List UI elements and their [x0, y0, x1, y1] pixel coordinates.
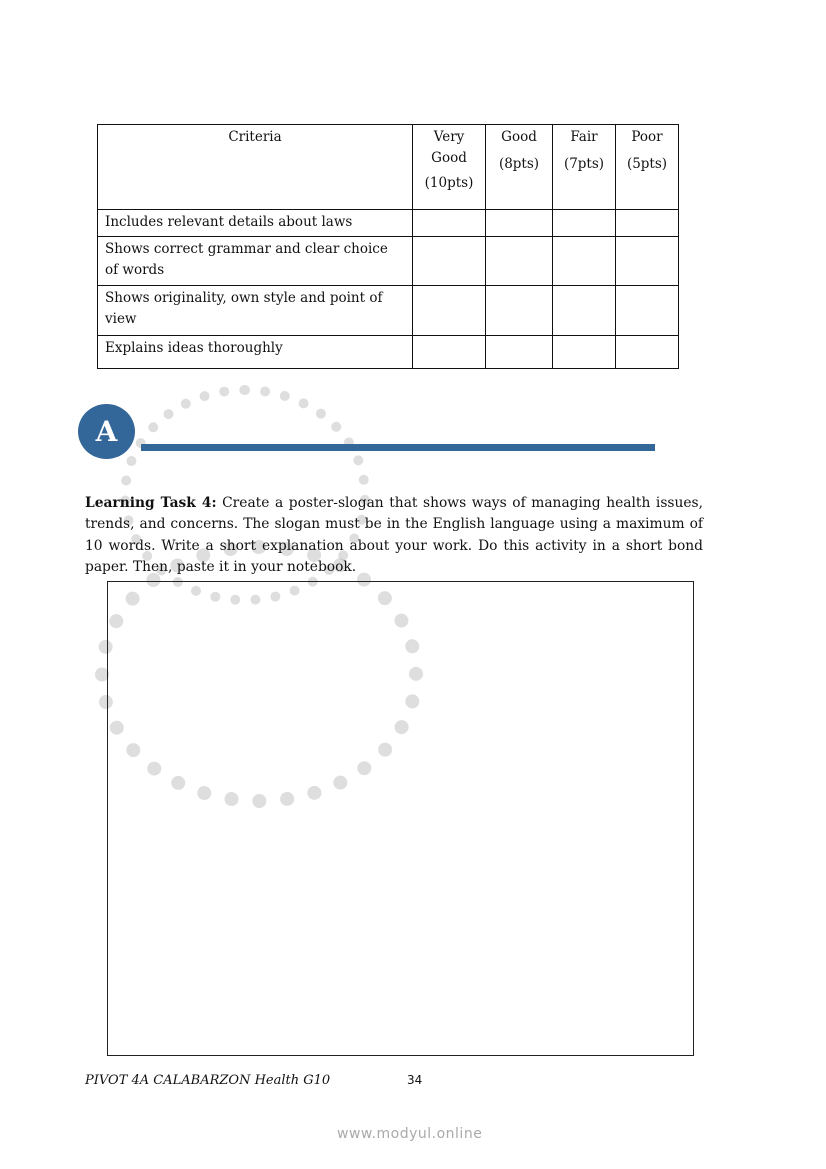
- task-label: Learning Task 4:: [85, 494, 217, 511]
- score-cell: [486, 286, 553, 336]
- score-cell: [616, 336, 679, 369]
- website-watermark: www.modyul.online: [337, 1126, 483, 1142]
- footer-title: PIVOT 4A CALABARZON Health G10: [85, 1073, 331, 1088]
- score-cell: [486, 237, 553, 286]
- criteria-cell: Explains ideas thoroughly: [98, 336, 413, 369]
- task-instructions: [85, 493, 703, 579]
- table-header-row: [98, 125, 679, 210]
- score-cell: [413, 286, 486, 336]
- score-cell: [553, 210, 616, 237]
- score-cell: [616, 286, 679, 336]
- header-very-good: Very Good (10pts): [413, 125, 486, 210]
- score-cell: [553, 336, 616, 369]
- table-row: [98, 286, 679, 336]
- score-cell: [413, 336, 486, 369]
- criteria-cell: Shows originality, own style and point of view: [98, 286, 413, 336]
- poster-answer-box: [107, 581, 694, 1056]
- criteria-cell: Shows correct grammar and clear choice of words: [98, 237, 413, 286]
- header-fair: Fair (7pts): [553, 125, 616, 210]
- task-text: Create a poster-slogan that shows ways of managing health issues, trends, and concerns. The slogan must be in the English language using a maximum of 10 words. Write a short explanation about your work. Do this activity in a short bond paper. Then, paste it in your notebook.: [85, 494, 703, 576]
- criteria-cell: Includes relevant details about laws: [98, 210, 413, 237]
- section-divider: [141, 444, 655, 451]
- table-row: [98, 237, 679, 286]
- page-number: 34: [407, 1073, 423, 1087]
- score-cell: [413, 210, 486, 237]
- score-cell: [486, 336, 553, 369]
- header-good: Good (8pts): [486, 125, 553, 210]
- score-cell: [553, 237, 616, 286]
- score-cell: [413, 237, 486, 286]
- header-poor: Poor (5pts): [616, 125, 679, 210]
- rubric-table: [97, 124, 679, 369]
- section-badge: A: [78, 404, 135, 459]
- score-cell: [486, 210, 553, 237]
- header-criteria: Criteria: [98, 125, 413, 210]
- score-cell: [616, 210, 679, 237]
- score-cell: [553, 286, 616, 336]
- score-cell: [616, 237, 679, 286]
- table-row: [98, 336, 679, 369]
- table-row: [98, 210, 679, 237]
